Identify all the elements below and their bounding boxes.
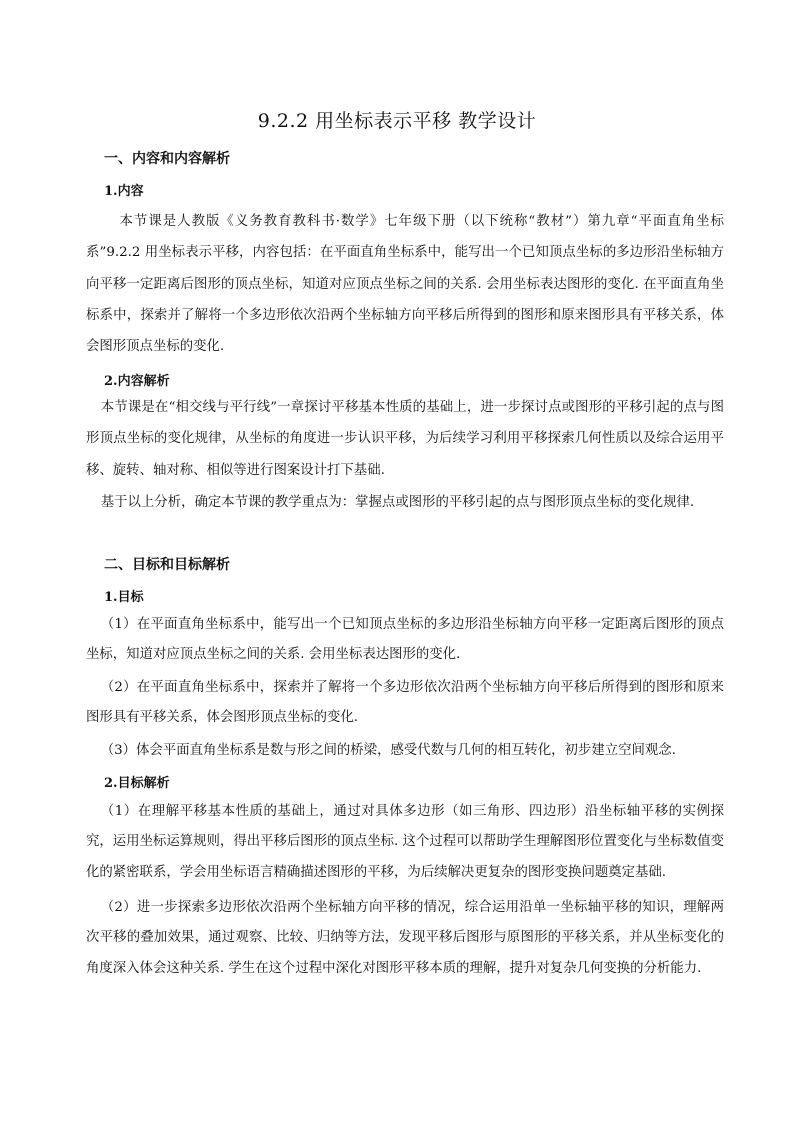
goal-item-1: （1）在平面直角坐标系中，能写出一个已知顶点坐标的多边形沿坐标轴方向平移一定距离后图形的顶点坐标，知道对应顶点坐标之间的关系. 会用坐标表达图形的变化. [86,617,724,663]
subheading-content: 1.内容 [104,184,144,199]
goal-analysis-item-2: （2）进一步探索多边形依次沿两个坐标轴方向平移的情况，综合运用沿单一坐标轴平移的知识，理解两次平移的叠加效果，通过观察、比较、归纳等方法，发现平移后图形与原图形的平移关系，并从坐标变化的角度深入体会这种关系. 学生在这个过程中深化对图形平移本质的理解，提升对复杂几何变换的分析能力. [86,900,724,976]
goal-analysis-item-1: （1）在理解平移基本性质的基础上，通过对具体多边形（如三角形、四边形）沿坐标轴平移的实例探究，运用坐标运算规则，得出平移后图形的顶点坐标. 这个过程可以帮助学生理解图形位置变化与坐标数值变化的紧密联系，学会用坐标语言精确描述图形的平移，为后续解决更复杂的图形变换问题奠定基础. [86,804,724,880]
section-heading-content: 一、内容和内容解析 [104,151,230,167]
teaching-focus-paragraph: 基于以上分析，确定本节课的教学重点为：掌握点或图形的平移引起的点与图形顶点坐标的变化规律. [100,495,695,510]
page-title: 9.2.2 用坐标表示平移 教学设计 [257,110,537,132]
goal-item-2: （2）在平面直角坐标系中，探索并了解将一个多边形依次沿两个坐标轴方向平移后所得到的图形和原来图形具有平移关系，体会图形顶点坐标的变化. [86,680,724,726]
content-analysis-paragraph: 本节课是在“相交线与平行线”一章探讨平移基本性质的基础上，进一步探讨点或图形的平移引起的点与图形顶点坐标的变化规律，从坐标的角度进一步认识平移，为后续学习利用平移探索几何性质以及综合运用平移、旋转、轴对称、相似等进行图案设计打下基础. [86,400,724,478]
subheading-goals: 1.目标 [104,590,144,605]
section-heading-goals: 二、目标和目标解析 [104,557,230,573]
subheading-goals-analysis: 2.目标解析 [104,776,170,791]
subheading-content-analysis: 2.内容解析 [104,374,170,389]
content-paragraph: 本节课是人教版《义务教育教科书·数学》七年级下册（以下统称“教材”）第九章“平面直角坐标系”9.2.2 用坐标表示平移，内容包括：在平面直角坐标系中，能写出一个已知顶点坐标的多边形沿坐标轴方向平移一定距离后图形的顶点坐标，知道对应顶点坐标之间的关系. 会用坐标表达图形的变化. 在平面直角坐标系中，探索并了解将一个多边形依次沿两个坐标轴方向平移后所得到的图形和原来图形具有平移关系，体会图形顶点坐标的变化. [86,214,724,355]
goal-item-3: （3）体会平面直角坐标系是数与形之间的桥梁，感受代数与几何的相互转化，初步建立空间观念. [100,743,676,758]
